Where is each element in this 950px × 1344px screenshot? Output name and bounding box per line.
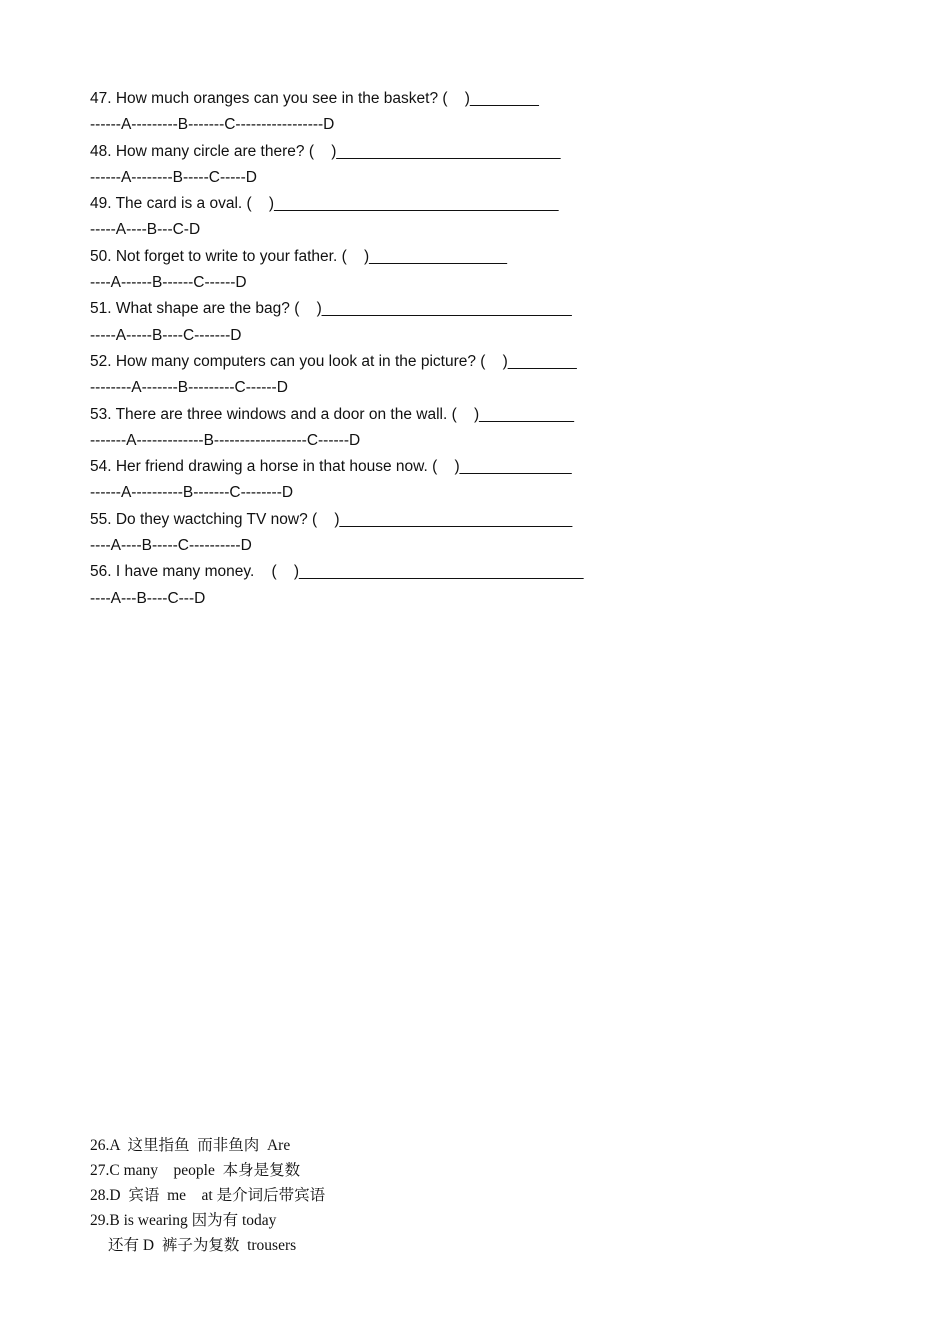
question-text: 53. There are three windows and a door on the wall. ( )___________ [90,405,574,423]
question-52 [90,349,850,402]
option-markers: ------A----------B-------C--------D [90,484,294,502]
question-text: 54. Her friend drawing a horse in that house now. ( )_____________ [90,458,572,476]
option-markers: ----A------B------C------D [90,274,247,292]
answer-key [90,1133,850,1258]
question-text: 51. What shape are the bag? ( )_____________________________ [90,300,572,318]
question-50 [90,244,850,297]
option-markers: -----A----B---C-D [90,221,201,239]
question-text: 55. Do they wactching TV now? ( )___________________________ [90,510,573,528]
answer-26: 26.A 这里指鱼 而非鱼肉 Are [90,1137,291,1154]
question-49 [90,191,850,244]
question-54 [90,454,850,507]
option-markers: -------A-------------B------------------C------D [90,431,361,449]
question-55 [90,507,850,560]
question-53 [90,402,850,455]
option-markers: ----A---B----C---D [90,589,206,607]
option-markers: --------A-------B---------C------D [90,379,288,397]
question-text: 49. The card is a oval. ( )_________________________________ [90,195,559,213]
question-text: 56. I have many money. ( )_________________________________ [90,563,584,581]
option-markers: ----A----B-----C----------D [90,537,252,555]
question-text: 50. Not forget to write to your father. ( )________________ [90,247,508,265]
question-51 [90,296,850,349]
question-47 [90,86,850,139]
option-markers: ------A--------B-----C-----D [90,168,257,186]
answer-28: 28.D 宾语 me at 是介词后带宾语 [90,1187,326,1204]
question-list [90,86,850,612]
question-text: 52. How many computers can you look at in the picture? ( )________ [90,352,577,370]
question-56 [90,559,850,612]
option-markers: ------A---------B-------C-----------------D [90,116,335,134]
question-text: 48. How many circle are there? ( )__________________________ [90,142,561,160]
option-markers: -----A-----B----C-------D [90,326,242,344]
answer-29-note: 还有 D 裤子为复数 trousers [108,1237,297,1254]
answer-29: 29.B is wearing 因为有 today [90,1212,277,1229]
answer-27: 27.C many people 本身是复数 [90,1162,301,1179]
question-text: 47. How much oranges can you see in the basket? ( )________ [90,90,539,107]
question-48 [90,139,850,192]
